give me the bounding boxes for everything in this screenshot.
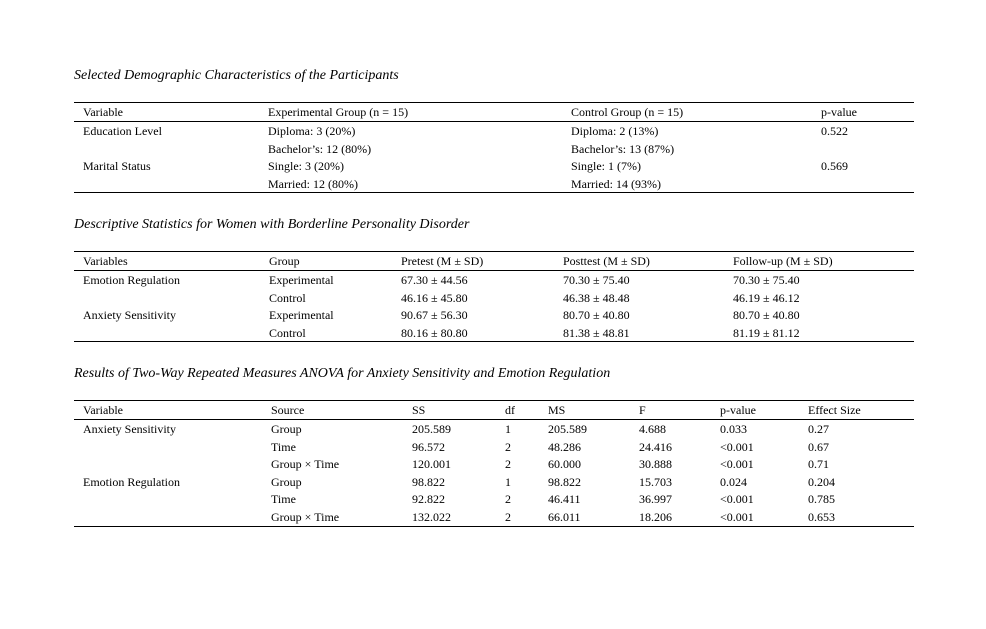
table-cell: <0.001 <box>720 457 754 472</box>
column-header: Variable <box>83 403 123 417</box>
table-cell: Emotion Regulation <box>83 474 180 489</box>
table-cell: 80.70 ± 40.80 <box>733 308 800 323</box>
table-cell: 132.022 <box>412 509 451 524</box>
table-cell: Education Level <box>83 124 162 138</box>
table-cell: 80.16 ± 80.80 <box>401 325 468 340</box>
table-cell: Married: 14 (93%) <box>571 176 661 191</box>
table-cell: Anxiety Sensitivity <box>83 422 176 436</box>
table-header-row <box>74 252 914 271</box>
table-cell: 46.16 ± 45.80 <box>401 290 468 305</box>
table-1-caption: Selected Demographic Characteristics of the Participants <box>74 68 399 83</box>
table-cell: 0.569 <box>821 159 848 174</box>
table-cell: <0.001 <box>720 509 754 524</box>
table-cell: 2 <box>505 509 511 524</box>
table-cell: 46.38 ± 48.48 <box>563 290 630 305</box>
table-cell: Time <box>271 492 296 507</box>
column-header: df <box>505 403 515 417</box>
table-cell: Single: 1 (7%) <box>571 159 641 174</box>
table-cell: Diploma: 2 (13%) <box>571 124 659 138</box>
column-header: Pretest (M ± SD) <box>401 254 484 268</box>
table-cell: 2 <box>505 492 511 507</box>
column-header: p-value <box>821 105 857 119</box>
table-cell: 205.589 <box>548 422 587 436</box>
table-cell: Bachelor’s: 13 (87%) <box>571 141 675 156</box>
table-row <box>74 420 914 438</box>
table-cell: 0.024 <box>720 474 747 489</box>
table-cell: 98.822 <box>412 474 445 489</box>
table-3-caption: Results of Two-Way Repeated Measures ANOVA for Anxiety Sensitivity and Emotion Regulation <box>74 366 611 381</box>
column-header: Group <box>269 254 300 268</box>
table-row <box>74 324 914 342</box>
table-row <box>74 490 914 508</box>
table-cell: 96.572 <box>412 439 445 454</box>
column-header: Variable <box>83 105 123 119</box>
table-cell: Diploma: 3 (20%) <box>268 124 356 138</box>
table-cell: 92.822 <box>412 492 445 507</box>
table-cell: Group × Time <box>271 457 340 472</box>
table-row <box>74 175 914 193</box>
column-header: MS <box>548 403 566 417</box>
table-2-caption: Descriptive Statistics for Women with Borderline Personality Disorder <box>74 217 470 232</box>
column-header: Source <box>271 403 305 417</box>
table-cell: Single: 3 (20%) <box>268 159 344 174</box>
table-cell: 36.997 <box>639 492 672 507</box>
table-cell: 0.785 <box>808 492 835 507</box>
table-cell: Anxiety Sensitivity <box>83 308 176 323</box>
table-cell: Bachelor’s: 12 (80%) <box>268 141 372 156</box>
table-cell: 0.653 <box>808 509 835 524</box>
table-cell: 66.011 <box>548 509 581 524</box>
table-cell: <0.001 <box>720 439 754 454</box>
table-cell: 0.71 <box>808 457 829 472</box>
table-cell: Group × Time <box>271 509 340 524</box>
table-cell: 2 <box>505 439 511 454</box>
table-row <box>74 271 914 289</box>
table-cell: 48.286 <box>548 439 581 454</box>
column-header: Follow-up (M ± SD) <box>733 254 833 268</box>
table-row <box>74 140 914 158</box>
table-cell: 4.688 <box>639 422 666 436</box>
table-cell: 81.19 ± 81.12 <box>733 325 800 340</box>
table-cell: 0.204 <box>808 474 835 489</box>
table-cell: 15.703 <box>639 474 672 489</box>
table-cell: 120.001 <box>412 457 451 472</box>
table-header-row <box>74 103 914 122</box>
column-header: Posttest (M ± SD) <box>563 254 650 268</box>
table-cell: 0.033 <box>720 422 747 436</box>
table-row <box>74 306 914 324</box>
column-header: p-value <box>720 403 756 417</box>
table-cell: <0.001 <box>720 492 754 507</box>
table-cell: 46.19 ± 46.12 <box>733 290 800 305</box>
table-cell: 0.67 <box>808 439 829 454</box>
table-cell: 90.67 ± 56.30 <box>401 308 468 323</box>
demographics-table <box>74 102 914 193</box>
table-cell: Group <box>271 474 302 489</box>
table-cell: 2 <box>505 457 511 472</box>
table-row <box>74 438 914 456</box>
table-row <box>74 508 914 526</box>
table-row <box>74 455 914 473</box>
table-cell: 30.888 <box>639 457 672 472</box>
descriptive-statistics-table <box>74 251 914 342</box>
column-header: Effect Size <box>808 403 861 417</box>
table-cell: Control <box>269 325 306 340</box>
table-cell: 70.30 ± 75.40 <box>563 273 630 287</box>
anova-results-table <box>74 400 914 527</box>
table-row <box>74 473 914 491</box>
table-cell: 24.416 <box>639 439 672 454</box>
table-cell: 205.589 <box>412 422 451 436</box>
column-header: SS <box>412 403 426 417</box>
table-cell: Emotion Regulation <box>83 273 180 287</box>
table-cell: Married: 12 (80%) <box>268 176 358 191</box>
table-cell: 18.206 <box>639 509 672 524</box>
table-cell: Group <box>271 422 302 436</box>
table-cell: 46.411 <box>548 492 581 507</box>
table-cell: 98.822 <box>548 474 581 489</box>
table-cell: 70.30 ± 75.40 <box>733 273 800 287</box>
column-header: Variables <box>83 254 128 268</box>
table-cell: Control <box>269 290 306 305</box>
column-header: Experimental Group (n = 15) <box>268 105 409 119</box>
table-cell: Experimental <box>269 273 334 287</box>
column-header: F <box>639 403 646 417</box>
table-cell: 67.30 ± 44.56 <box>401 273 468 287</box>
table-cell: 60.000 <box>548 457 581 472</box>
table-cell: Time <box>271 439 296 454</box>
table-cell: 80.70 ± 40.80 <box>563 308 630 323</box>
table-cell: 1 <box>505 474 511 489</box>
table-cell: 0.27 <box>808 422 829 436</box>
table-cell: 81.38 ± 48.81 <box>563 325 630 340</box>
table-row <box>74 122 914 140</box>
table-header-row <box>74 401 914 420</box>
table-cell: 1 <box>505 422 511 436</box>
table-cell: Experimental <box>269 308 334 323</box>
table-cell: 0.522 <box>821 124 848 138</box>
table-cell: Marital Status <box>83 159 151 174</box>
table-row <box>74 157 914 175</box>
column-header: Control Group (n = 15) <box>571 105 684 119</box>
table-row <box>74 289 914 307</box>
